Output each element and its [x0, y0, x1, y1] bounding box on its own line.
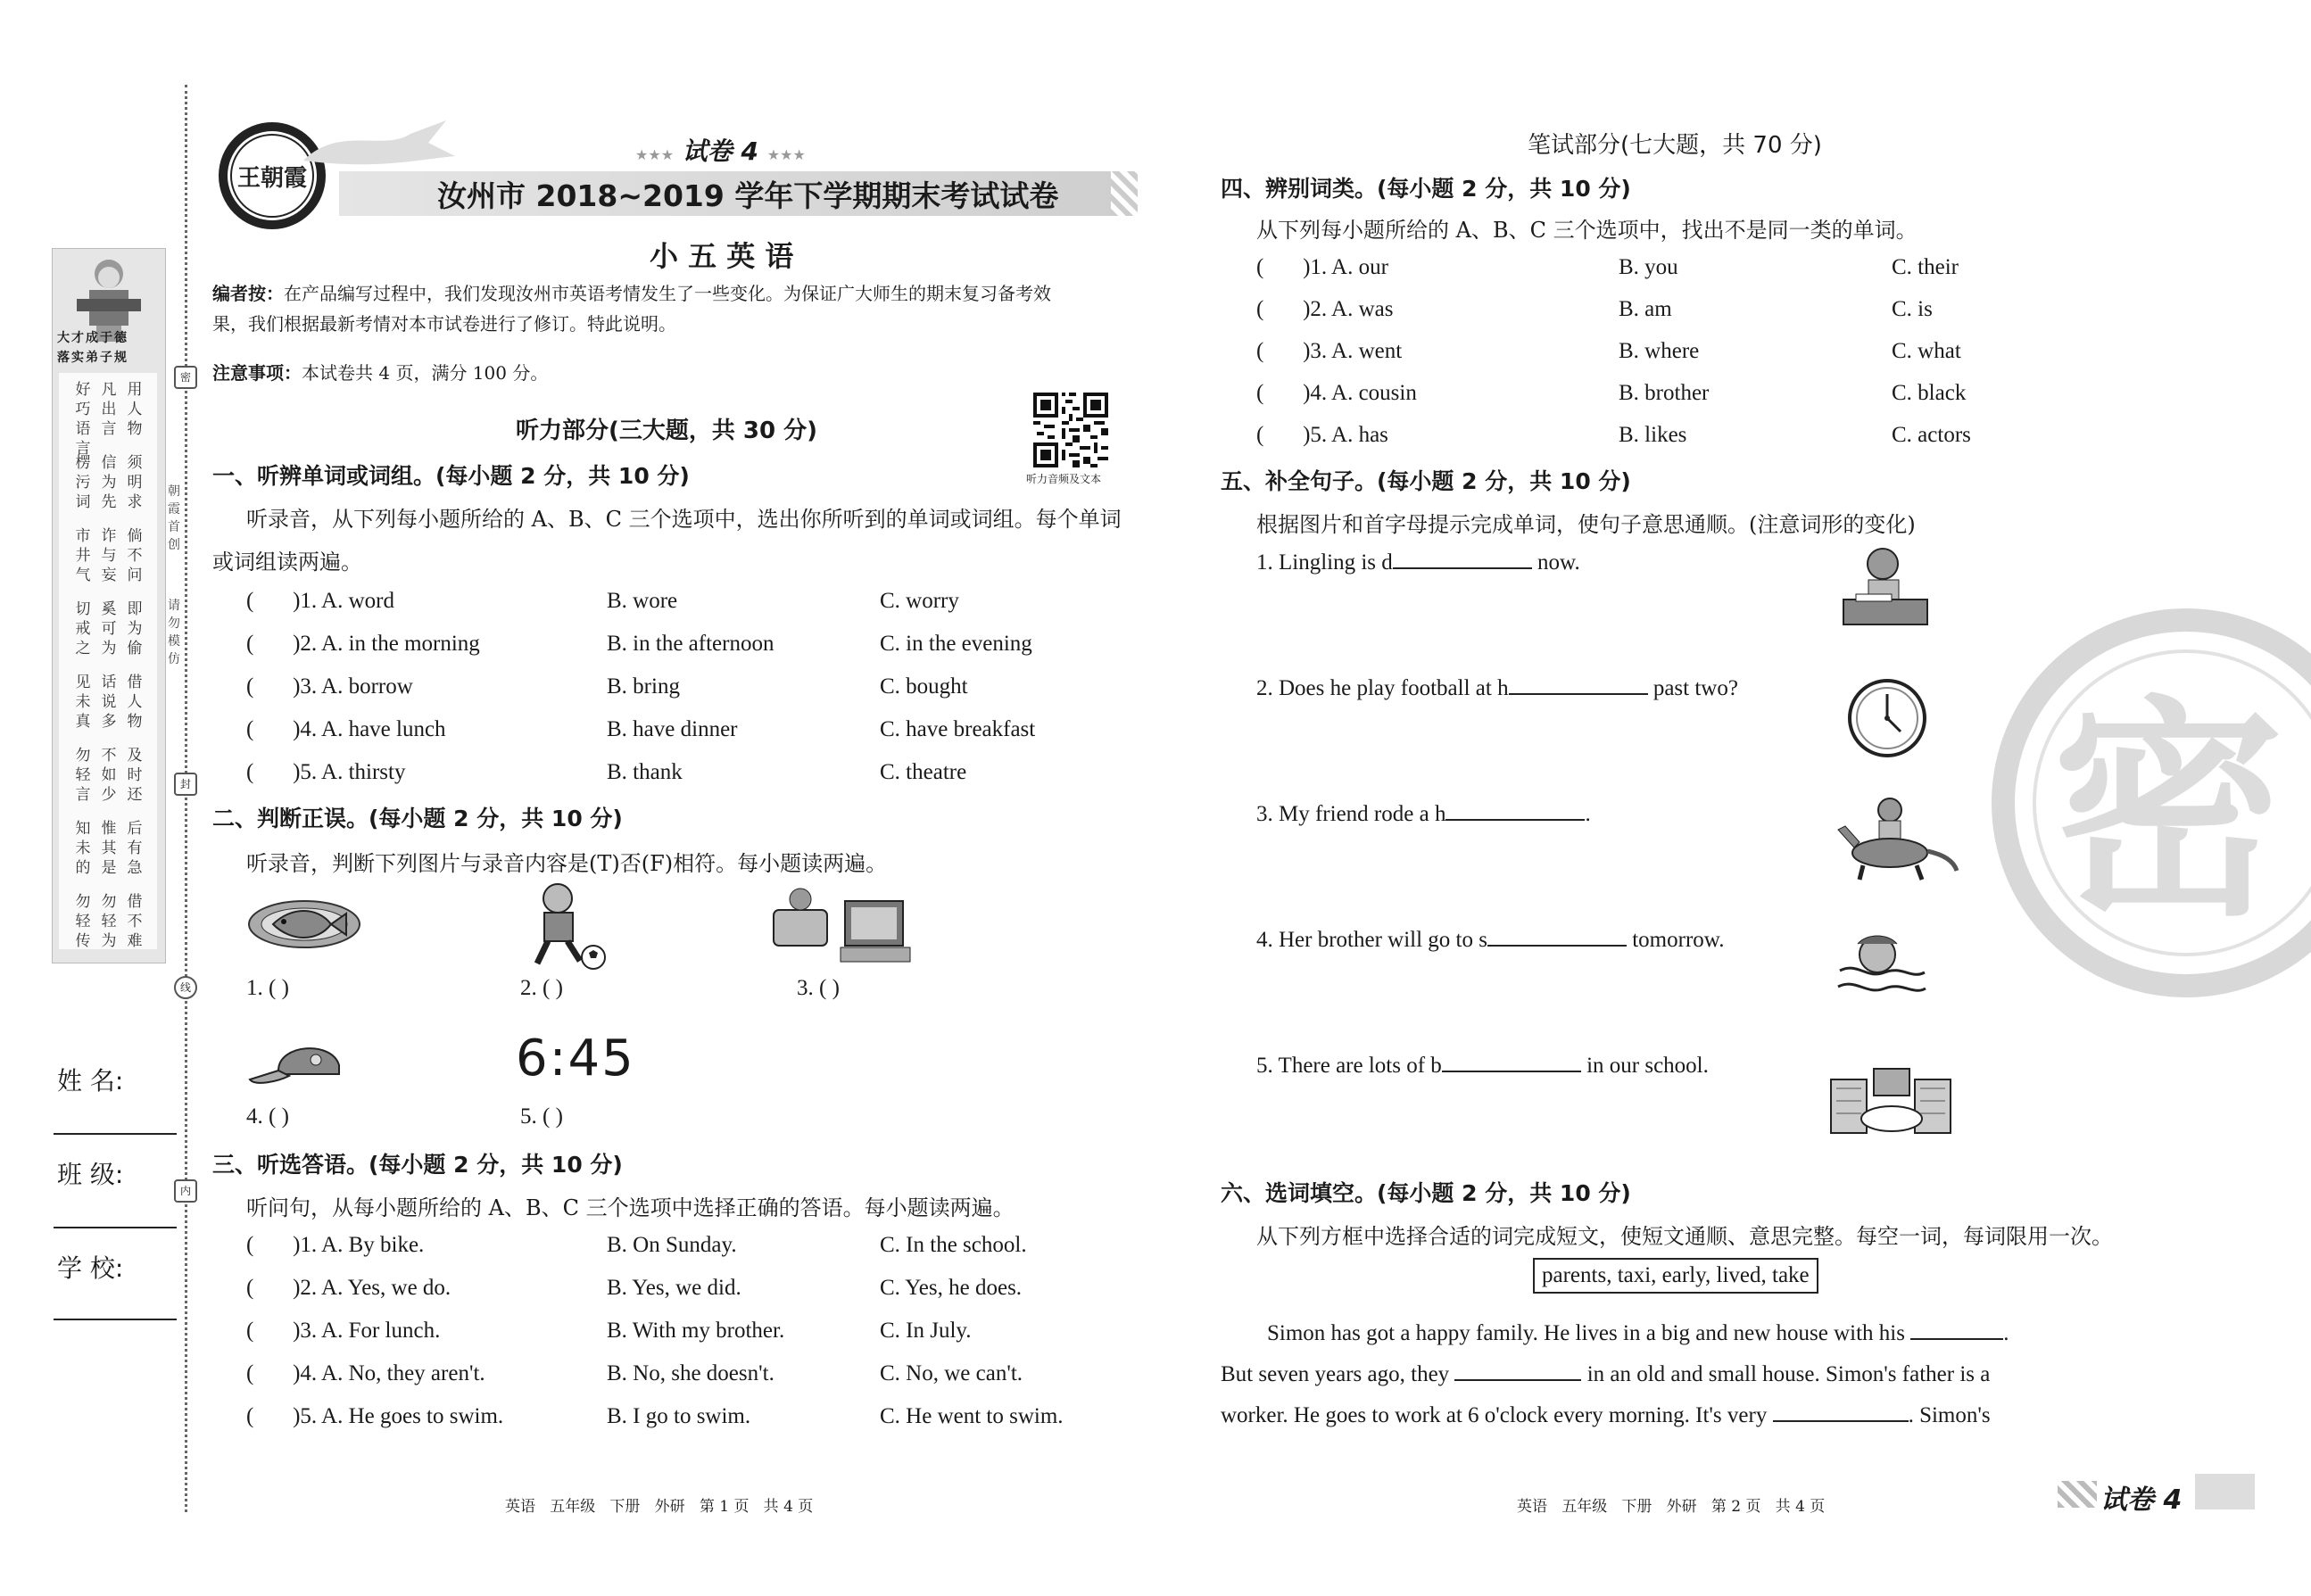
fish-plate-icon [246, 894, 362, 951]
sec4-item-5-a[interactable]: ( )5. A. has [1256, 423, 1388, 447]
fold-char: 请 [168, 598, 180, 612]
sec5-item-5 [1256, 1051, 1709, 1079]
fold-char: 朝 [168, 484, 180, 498]
sec3-item-3-a[interactable]: ( )3. A. For lunch. [246, 1319, 441, 1343]
sec1-instr-2: 或词组读两遍。 [212, 550, 362, 575]
seal-mark-2: 封 [174, 773, 197, 796]
passage-line-1: Simon has got a happy family. He lives in a big and new house with his . [1267, 1319, 2009, 1346]
footer-tag-checker [2058, 1481, 2097, 1508]
sec3-item-4-a[interactable]: ( )4. A. No, they aren't. [246, 1361, 485, 1385]
subject-title: 小 五 英 语 [650, 239, 794, 273]
passage-blank-1[interactable] [1910, 1319, 2003, 1340]
sec5-item-prefix: 4. Her brother will go to s [1256, 928, 1487, 952]
sec5-item-suffix: past two? [1647, 676, 1738, 700]
maxim-column: 楞污词 [75, 454, 91, 511]
passage-line-2 [1221, 1360, 1990, 1387]
sec1-item-4-b: B. have dinner [607, 717, 738, 741]
school-line[interactable] [54, 1319, 177, 1320]
passage-line-2b: in an old and small house. Simon's father is a [1586, 1362, 1991, 1386]
sec1-item-5-b: B. thank [607, 760, 683, 784]
sec4-item-4-c: C. black [1892, 381, 1967, 405]
writing-title: 笔试部分(七大题，共 70 分) [1528, 132, 1822, 159]
sec4-instr: 从下列每小题所给的 A、B、C 三个选项中，找出不是同一类的单词。 [1256, 218, 1918, 243]
fold-char: 仿 [168, 651, 180, 666]
sec4-item-1-a[interactable]: ( )1. A. our [1256, 255, 1388, 279]
sec3-item-3-c: C. In July. [880, 1319, 972, 1343]
sec5-item-1 [1256, 548, 1580, 575]
footer-left: 英语 五年级 下册 外研 第 1 页 共 4 页 [505, 1498, 814, 1516]
fold-char: 勿 [168, 616, 180, 630]
sidebar-motto-2: 落实弟子规 [57, 350, 128, 364]
sec5-item-suffix: tomorrow. [1626, 928, 1725, 952]
sec4-item-3-c: C. what [1892, 339, 1961, 363]
cap-icon [243, 1035, 350, 1092]
girl-desk-icon [1836, 544, 1934, 629]
passage-blank-3[interactable] [1773, 1401, 1909, 1422]
maxim-column: 借不难 [127, 893, 143, 950]
boy-football-icon [518, 879, 611, 972]
footer-tag-bar [2195, 1474, 2255, 1509]
sec1-item-3-c: C. bought [880, 674, 968, 699]
sec2-label-1[interactable]: 1. ( ) [246, 976, 289, 1000]
word-box: parents, taxi, early, lived, take [1533, 1258, 1818, 1294]
sec1-item-1-c: C. worry [880, 589, 959, 613]
sec6-instr: 从下列方框中选择合适的词完成短文，使短文通顺、意思完整。每空一词，每词限用一次。 [1256, 1224, 2113, 1249]
notice-text: 本试卷共 4 页，满分 100 分。 [302, 362, 549, 384]
sec1-item-5-c: C. theatre [880, 760, 967, 784]
class-label: 班 级: [57, 1160, 124, 1189]
sec3-instr: 听问句，从每小题所给的 A、B、C 三个选项中选择正确的答语。每小题读两遍。 [246, 1195, 1015, 1220]
school-building-icon [1826, 1062, 1956, 1142]
sec5-item-2 [1256, 674, 1738, 701]
maxim-column: 惟其是 [101, 820, 117, 877]
sec1-item-3-b: B. bring [607, 674, 680, 699]
notice-label: 注意事项： [212, 362, 302, 384]
maxim-column: 知未的 [75, 820, 91, 877]
ribbon-decoration-icon [303, 116, 455, 170]
sec5-item-prefix: 3. My friend rode a h [1256, 802, 1446, 826]
sec5-item-4 [1256, 925, 1724, 953]
sec4-title: 四、辨别词类。(每小题 2 分，共 10 分) [1221, 176, 1631, 202]
horse-rider-icon [1827, 794, 1961, 883]
passage-line-2a: But seven years ago, they [1221, 1362, 1450, 1386]
maxim-column: 及时还 [127, 747, 143, 804]
name-label: 姓 名: [57, 1066, 124, 1096]
swimming-boy-icon [1831, 917, 1929, 1006]
svg-text:王朝霞: 王朝霞 [236, 165, 308, 192]
sec2-title: 二、判断正误。(每小题 2 分，共 10 分) [212, 806, 623, 831]
sec3-item-1-c: C. In the school. [880, 1233, 1027, 1257]
footer-tag: 试卷 4 [2100, 1484, 2183, 1516]
seal-mark-3: 线 [174, 976, 197, 999]
maxim-column: 切戒之 [75, 600, 91, 657]
maxim-column: 勿轻传 [75, 893, 91, 950]
sec3-item-1-b: B. On Sunday. [607, 1233, 737, 1257]
sec4-item-5-c: C. actors [1892, 423, 1971, 447]
passage-line-3a: worker. He goes to work at 6 o'clock every morning. It's very [1221, 1403, 1768, 1427]
sec5-item-prefix: 5. There are lots of b [1256, 1054, 1442, 1078]
maxim-column: 倘不问 [127, 527, 143, 584]
sec2-instr: 听录音，判断下列图片与录音内容是(T)否(F)相符。每小题读两遍。 [246, 851, 888, 876]
sec4-item-4-b: B. brother [1619, 381, 1710, 405]
sec4-item-5-b: B. likes [1619, 423, 1687, 447]
footer-right: 英语 五年级 下册 外研 第 2 页 共 4 页 [1517, 1498, 1826, 1516]
sec5-answer-blank[interactable] [1445, 799, 1585, 821]
sec1-item-4-a[interactable]: ( )4. A. have lunch [246, 717, 446, 741]
sec3-title: 三、听选答语。(每小题 2 分，共 10 分) [212, 1152, 623, 1178]
sec5-answer-blank[interactable] [1509, 674, 1648, 695]
sec3-item-2-a[interactable]: ( )2. A. Yes, we do. [246, 1276, 451, 1300]
class-line[interactable] [54, 1227, 177, 1228]
sec4-item-2-b: B. am [1619, 297, 1672, 321]
sec2-label-5[interactable]: 5. ( ) [520, 1104, 563, 1129]
seal-mark-4: 内 [174, 1179, 197, 1203]
editor-note-label: 编者按： [212, 283, 284, 304]
sec4-item-2-a[interactable]: ( )2. A. was [1256, 297, 1394, 321]
sec1-item-1-b: B. wore [607, 589, 678, 613]
maxim-column: 好巧语言 [75, 381, 91, 458]
sec5-answer-blank[interactable] [1442, 1051, 1581, 1072]
maxim-column: 用人物 [127, 381, 143, 438]
sec3-item-5-b: B. I go to swim. [607, 1404, 751, 1428]
maxim-column: 勿轻言 [75, 747, 91, 804]
maxim-column: 凡出言 [101, 381, 117, 438]
fold-char: 首 [168, 519, 180, 533]
sec4-item-4-a[interactable]: ( )4. A. cousin [1256, 381, 1417, 405]
sec5-answer-blank[interactable] [1487, 925, 1627, 947]
sec6-title: 六、选词填空。(每小题 2 分，共 10 分) [1221, 1180, 1631, 1206]
qr-code-icon[interactable] [1033, 393, 1108, 467]
qr-caption: 听力音频及文本 [1026, 473, 1102, 485]
binding-dotted-line [185, 85, 187, 1512]
sec3-item-1-a[interactable]: ( )1. A. By bike. [246, 1233, 425, 1257]
clock-time: 6:45 [516, 1030, 635, 1087]
sec5-item-suffix: now. [1531, 550, 1580, 575]
exam-title: 汝州市 2018~2019 学年下学期期末考试试卷 [437, 178, 1059, 213]
sec1-item-2-a[interactable]: ( )2. A. in the morning [246, 632, 480, 656]
sec5-item-suffix: . [1585, 802, 1591, 826]
maxim-column: 信为先 [101, 454, 117, 511]
editor-note-line2: 果，我们根据最新考情对本市试卷进行了修订。特此说明。 [212, 313, 676, 335]
sec1-item-2-c: C. in the evening [880, 632, 1032, 656]
maxim-column: 不如少 [101, 747, 117, 804]
sec3-item-2-c: C. Yes, he does. [880, 1276, 1023, 1300]
maxim-column: 后有急 [127, 820, 143, 877]
name-line[interactable] [54, 1133, 177, 1135]
maxim-column: 见未真 [75, 674, 91, 731]
passage-line-1-text: Simon has got a happy family. He lives in a big and new house with his [1267, 1321, 1905, 1345]
sec3-item-2-b: B. Yes, we did. [607, 1276, 741, 1300]
sec5-item-suffix: in our school. [1580, 1054, 1709, 1078]
sec5-item-prefix: 1. Lingling is d [1256, 550, 1393, 575]
sec1-title: 一、听辨单词或词组。(每小题 2 分，共 10 分) [212, 463, 690, 489]
fold-char: 模 [168, 633, 180, 648]
passage-line-3b: . Simon's [1908, 1403, 1991, 1427]
sec1-item-5-a[interactable]: ( )5. A. thirsty [246, 760, 406, 784]
sec3-item-5-c: C. He went to swim. [880, 1404, 1064, 1428]
fold-text-1 [168, 482, 184, 553]
sec1-item-2-b: B. in the afternoon [607, 632, 774, 656]
fold-text-2 [168, 596, 184, 667]
sec2-label-3[interactable]: 3. ( ) [797, 976, 840, 1000]
maxim-column: 即为偷 [127, 600, 143, 657]
sec5-answer-blank[interactable] [1393, 548, 1532, 569]
sec1-item-3-a[interactable]: ( )3. A. borrow [246, 674, 413, 699]
sec1-item-4-c: C. have breakfast [880, 717, 1036, 741]
editor-note [212, 278, 1051, 339]
sec2-label-2[interactable]: 2. ( ) [520, 976, 563, 1000]
passage-blank-2[interactable] [1454, 1360, 1581, 1381]
sec5-instr: 根据图片和首字母提示完成单词，使句子意思通顺。(注意词形的变化) [1256, 512, 1916, 537]
sec5-item-3 [1256, 799, 1591, 827]
sec2-label-4[interactable]: 4. ( ) [246, 1104, 289, 1129]
sec1-instr-1: 听录音，从下列每小题所给的 A、B、C 三个选项中，选出你所听到的单词或词组。每个单词 [246, 507, 1122, 532]
title-banner-checker [1111, 171, 1138, 216]
sec4-item-3-b: B. where [1619, 339, 1700, 363]
sidebar-motto-1: 大才成于德 [57, 330, 128, 344]
maxim-column: 借人物 [127, 674, 143, 731]
sec3-item-5-a[interactable]: ( )5. A. He goes to swim. [246, 1404, 504, 1428]
wall-clock-icon [1847, 678, 1927, 758]
star-left-icon: ★★★ [635, 146, 675, 163]
listening-title: 听力部分(三大题，共 30 分) [516, 418, 818, 444]
tv-watching-icon [769, 883, 912, 972]
editor-note-line1: 在产品编写过程中，我们发现汝州市英语考情发生了一些变化。为保证广大师生的期末复习备考效 [284, 283, 1051, 304]
sec1-item-1-a[interactable]: ( )1. A. word [246, 589, 394, 613]
maxim-column: 须明求 [127, 454, 143, 511]
sec3-item-4-c: C. No, we can't. [880, 1361, 1023, 1385]
sec4-item-3-a[interactable]: ( )3. A. went [1256, 339, 1403, 363]
notice [212, 359, 548, 385]
sec3-item-4-b: B. No, she doesn't. [607, 1361, 774, 1385]
maxim-column: 奚可为 [101, 600, 117, 657]
sec5-item-prefix: 2. Does he play football at h [1256, 676, 1509, 700]
sec4-item-2-c: C. is [1892, 297, 1933, 321]
star-right-icon: ★★★ [766, 146, 806, 163]
maxim-column: 诈与妄 [101, 527, 117, 584]
watermark-text: 密 [2052, 678, 2284, 947]
seal-mark-1: 密 [174, 366, 197, 389]
sec4-item-1-c: C. their [1892, 255, 1959, 279]
maxim-column: 市井气 [75, 527, 91, 584]
maxim-column: 勿轻为 [101, 893, 117, 950]
secret-watermark-icon [1990, 607, 2311, 999]
sec5-title: 五、补全句子。(每小题 2 分，共 10 分) [1221, 468, 1631, 494]
maxim-column: 话说多 [101, 674, 117, 731]
fold-char: 霞 [168, 501, 180, 516]
fold-char: 创 [168, 537, 180, 551]
school-label: 学 校: [57, 1253, 124, 1283]
sec3-item-3-b: B. With my brother. [607, 1319, 785, 1343]
passage-line-3 [1221, 1401, 1991, 1428]
series-label [635, 132, 806, 168]
series-text: 试卷 4 [682, 136, 759, 166]
sec4-item-1-b: B. you [1619, 255, 1678, 279]
